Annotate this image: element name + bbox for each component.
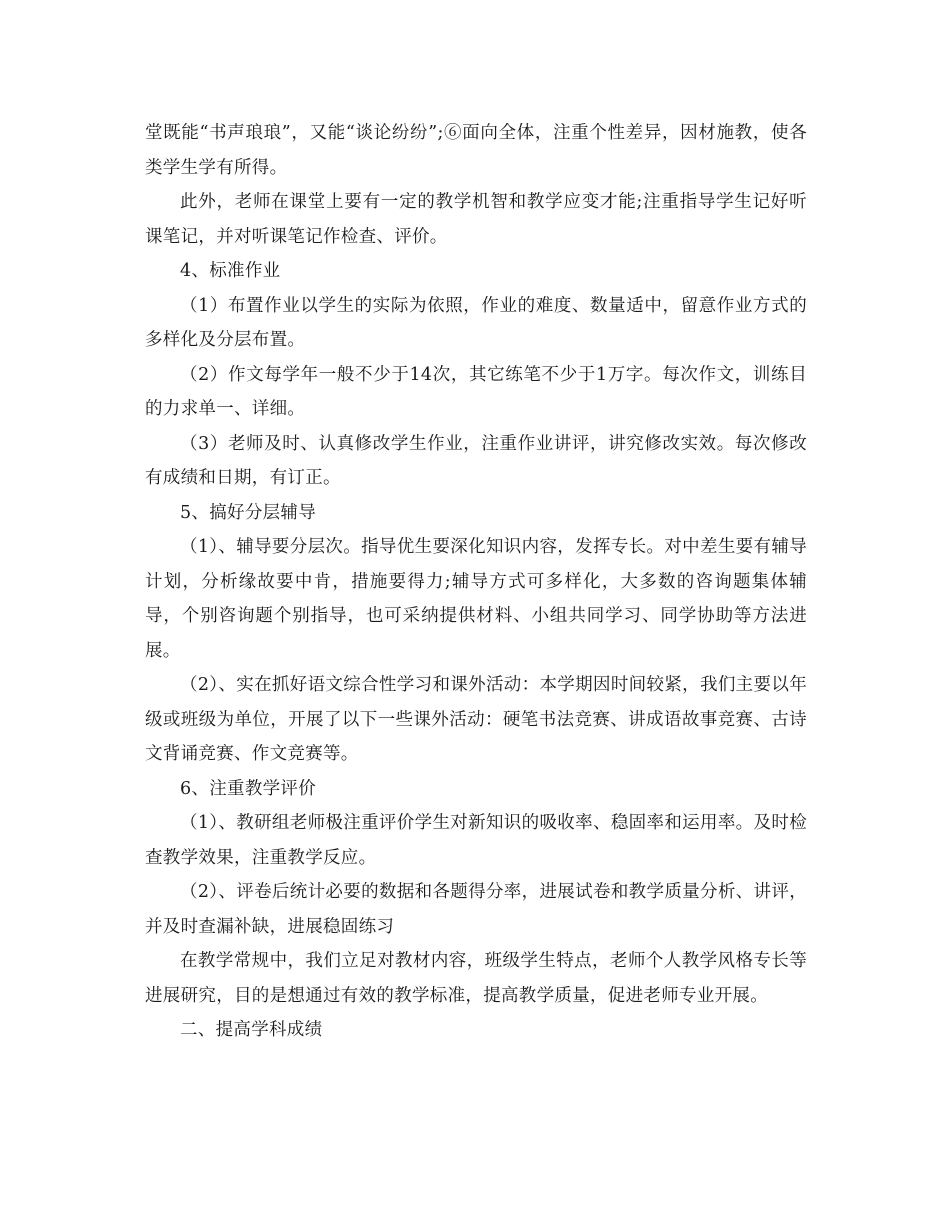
- document-body: [145, 116, 807, 1048]
- paragraph-evaluation-2: （2）、评卷后统计必要的数据和各题得分率，进展试卷和教学质量分析、讲评，并及时查漏补缺，进展稳固练习: [145, 882, 807, 937]
- paragraph-continuation: 堂既能“书声琅琅”，又能“谈论纷纷”;⑥面向全体，注重个性差异，因材施教，使各类学生学有所得。: [145, 123, 807, 178]
- paragraph-homework-1: （1）布置作业以学生的实际为依照，作业的难度、数量适中，留意作业方式的多样化及分层布置。: [145, 295, 807, 350]
- section-heading-tutoring: 5、搞好分层辅导: [180, 502, 317, 523]
- paragraph-evaluation-1: （1）、教研组老师极注重评价学生对新知识的吸收率、稳固率和运用率。及时检查教学效果，注重教学反应。: [145, 813, 807, 868]
- paragraph-homework-2: （2）作文每学年一般不少于14次，其它练笔不少于1万字。每次作文，训练目的力求单一、详细。: [145, 364, 807, 419]
- paragraph-teaching-wit: 此外，老师在课堂上要有一定的教学机智和教学应变才能;注重指导学生记好听课笔记，并对听课笔记作检查、评价。: [145, 192, 807, 247]
- section-heading-improve-scores: 二、提高学科成绩: [180, 1020, 323, 1040]
- paragraph-tutoring-2: （2）、实在抓好语文综合性学习和课外活动：本学期因时间较紧，我们主要以年级或班级为单位，开展了以下一些课外活动：硬笔书法竞赛、讲成语故事竞赛、古诗文背诵竞赛、作文竞赛等。: [145, 675, 807, 764]
- paragraph-homework-3: （3）老师及时、认真修改学生作业，注重作业讲评，讲究修改实效。每次修改有成绩和日期，有订正。: [145, 433, 807, 488]
- paragraph-tutoring-1: （1）、辅导要分层次。指导优生要深化知识内容，发挥专长。对中差生要有辅导计划，分析缘故要中肯，措施要得力;辅导方式可多样化，大多数的咨询题集体辅导，个别咨询题个别指导，也可采纳提供材料、小组共同学习、同学协助等方法进展。: [145, 537, 807, 661]
- section-heading-homework: 4、标准作业: [180, 261, 281, 281]
- paragraph-summary: 在教学常规中，我们立足对教材内容，班级学生特点，老师个人教学风格专长等进展研究，目的是想通过有效的教学标准，提高教学质量，促进老师专业开展。: [145, 951, 807, 1006]
- section-heading-evaluation: 6、注重教学评价: [180, 778, 317, 799]
